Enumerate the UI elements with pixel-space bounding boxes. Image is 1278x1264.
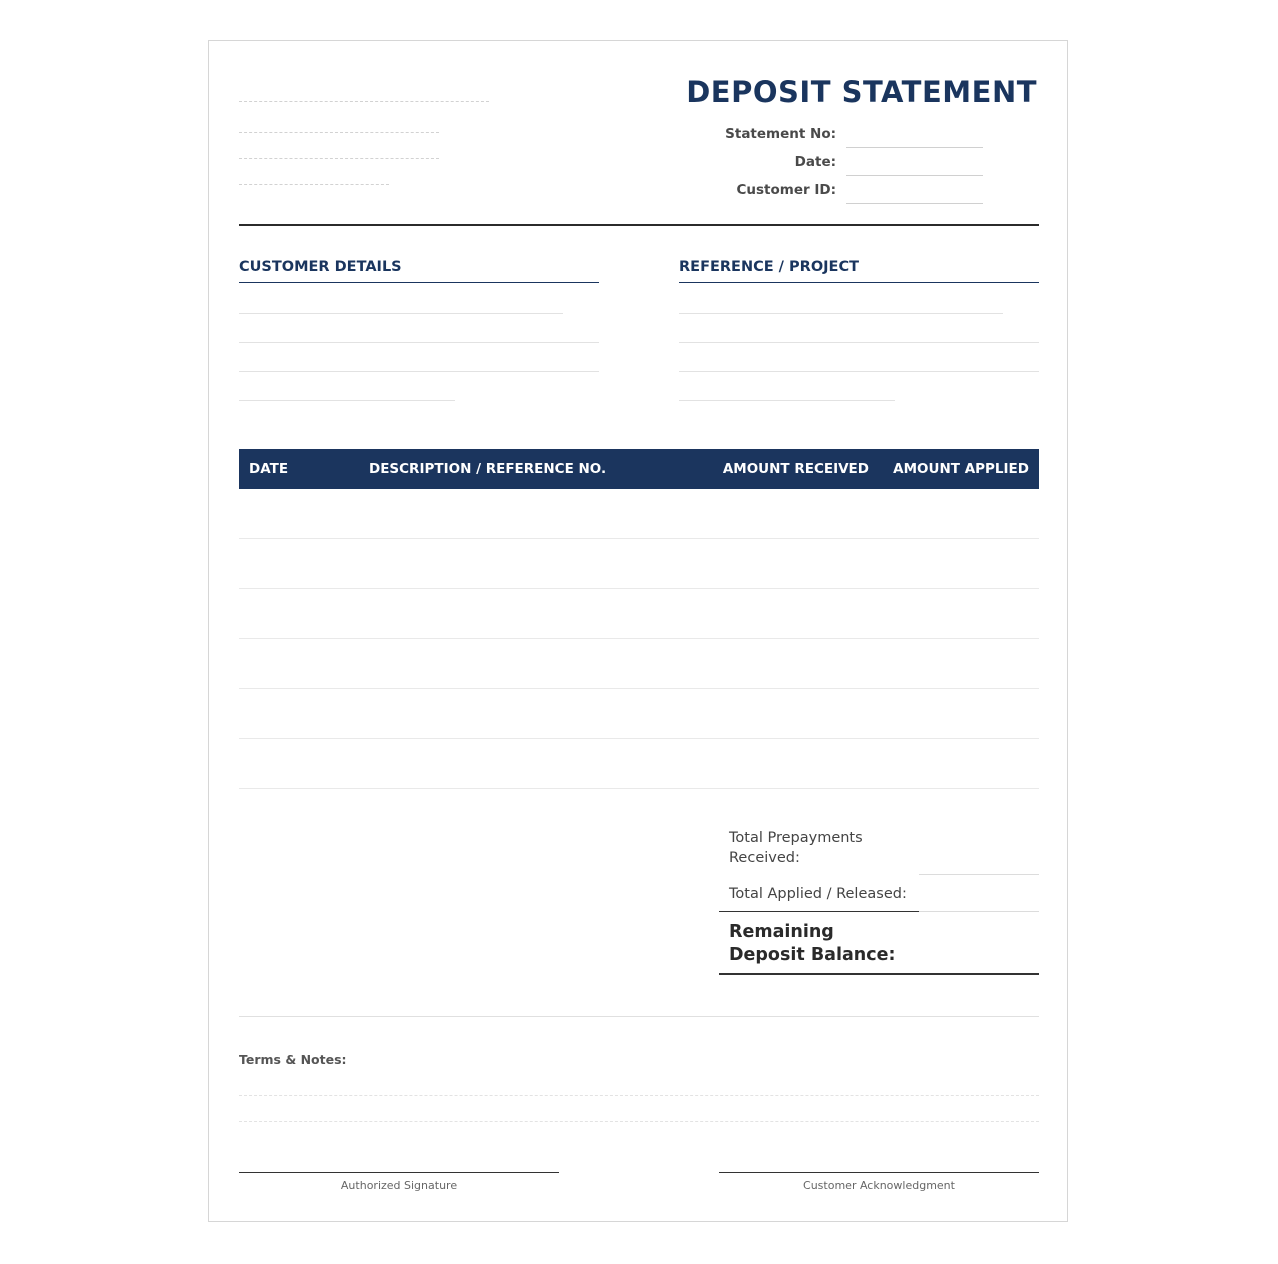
table-row[interactable] — [239, 738, 1039, 739]
customer-acknowledgment-label: Customer Acknowledgment — [803, 1179, 955, 1192]
table-row[interactable] — [239, 788, 1039, 789]
reference-project-title: REFERENCE / PROJECT — [679, 259, 859, 275]
total-prepayments-value-line[interactable] — [919, 874, 1039, 875]
column-description: DESCRIPTION / REFERENCE NO. — [369, 461, 607, 477]
reference-line-4[interactable] — [679, 400, 895, 401]
document-title: DEPOSIT STATEMENT — [686, 75, 1037, 109]
terms-notes-label: Terms & Notes: — [239, 1052, 347, 1067]
terms-line-2[interactable] — [239, 1121, 1039, 1122]
statement-no-label: Statement No: — [725, 126, 836, 142]
company-address-line — [239, 132, 439, 133]
reference-line-3[interactable] — [679, 371, 1039, 372]
customer-acknowledgment-line[interactable] — [719, 1172, 1039, 1173]
total-applied-divider — [719, 911, 919, 912]
statement-no-field[interactable] — [846, 147, 983, 148]
reference-project-underline — [679, 282, 1039, 283]
reference-line-2[interactable] — [679, 342, 1039, 343]
total-applied-value-line[interactable] — [919, 911, 1039, 912]
total-applied-label: Total Applied / Released: — [729, 886, 907, 902]
authorized-signature-line[interactable] — [239, 1172, 559, 1173]
company-city-line — [239, 158, 439, 159]
company-contact-line — [239, 184, 389, 185]
deposit-statement-page — [208, 40, 1068, 1222]
customer-details-title: CUSTOMER DETAILS — [239, 259, 402, 275]
company-name-line — [239, 101, 489, 102]
total-prepayments-label: Total Prepayments Received: — [729, 830, 863, 866]
column-date: DATE — [249, 461, 289, 477]
date-label: Date: — [794, 154, 836, 170]
remaining-balance-label: Remaining Deposit Balance: — [729, 922, 896, 965]
date-field[interactable] — [846, 175, 983, 176]
table-row[interactable] — [239, 588, 1039, 589]
customer-contact-line[interactable] — [239, 400, 455, 401]
remaining-balance-underline — [719, 973, 1039, 975]
customer-id-label: Customer ID: — [736, 182, 836, 198]
column-amount-applied: AMOUNT APPLIED — [893, 461, 1029, 477]
terms-divider — [239, 1016, 1039, 1017]
table-row[interactable] — [239, 538, 1039, 539]
customer-address-line[interactable] — [239, 342, 599, 343]
customer-city-line[interactable] — [239, 371, 599, 372]
transactions-table-header — [239, 449, 1039, 489]
authorized-signature-label: Authorized Signature — [340, 1179, 458, 1192]
terms-line-1[interactable] — [239, 1095, 1039, 1096]
customer-name-line[interactable] — [239, 313, 563, 314]
reference-line-1[interactable] — [679, 313, 1003, 314]
customer-details-underline — [239, 282, 599, 283]
header-divider — [239, 224, 1039, 226]
column-amount-received: AMOUNT RECEIVED — [722, 461, 869, 477]
table-row[interactable] — [239, 638, 1039, 639]
table-row[interactable] — [239, 688, 1039, 689]
customer-id-field[interactable] — [846, 203, 983, 204]
